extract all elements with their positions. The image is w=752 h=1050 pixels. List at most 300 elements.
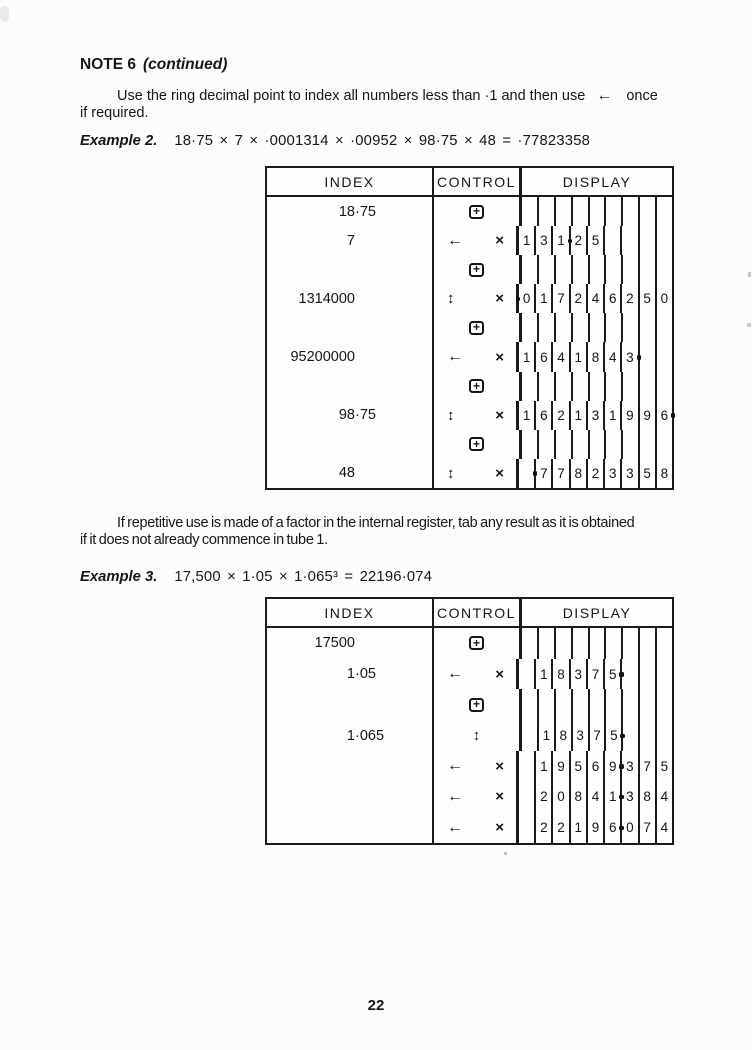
display-tube-1 — [519, 342, 536, 371]
index-cell — [267, 313, 434, 342]
display-tube-6 — [605, 459, 622, 488]
multiply-icon: × — [495, 757, 504, 775]
index-cell — [267, 226, 434, 255]
index-cell — [267, 430, 434, 459]
display-tube-9 — [657, 284, 672, 313]
display-tube-4 — [571, 284, 588, 313]
column-header-control: CONTROL — [434, 168, 522, 195]
display-tube-7 — [622, 459, 639, 488]
display-digit: 9 — [591, 820, 600, 836]
updown-arrow-icon: ↕ — [447, 290, 455, 308]
display-digit: 2 — [557, 407, 565, 423]
display-tube-3 — [553, 659, 570, 690]
display-tube-2 — [539, 628, 556, 659]
display-digit: 7 — [540, 465, 548, 481]
column-header-index: INDEX — [267, 168, 434, 195]
example2-formula: 18·75 × 7 × ·0001314 × ·00952 × 98·75 × 48 = ·77823358 — [174, 133, 591, 149]
display-digit: 1 — [574, 349, 583, 365]
index-cell — [267, 751, 434, 782]
display-tube-6 — [606, 197, 623, 226]
display-tube-7 — [622, 659, 639, 690]
display-tube-5 — [588, 401, 605, 430]
display-tube-4 — [573, 689, 590, 720]
page-number: 22 — [367, 997, 385, 1014]
plus-box-key-icon: + — [469, 636, 484, 650]
display-tube-4 — [571, 659, 588, 690]
display-tube-3 — [553, 342, 570, 371]
display-tube-9 — [657, 430, 672, 459]
display-tube-6 — [605, 226, 622, 255]
display-tube-5 — [588, 226, 605, 255]
multiply-icon: × — [495, 290, 504, 308]
plus-box-key-icon: + — [469, 263, 484, 277]
scan-speck — [748, 272, 751, 277]
display-tube-6 — [605, 751, 622, 782]
control-cell — [434, 812, 519, 843]
display-digit: 5 — [643, 291, 651, 307]
display-digit: 7 — [557, 465, 565, 481]
display-tube-1 — [522, 313, 539, 342]
example3-line — [80, 569, 432, 585]
index-value: 1 — [346, 666, 355, 683]
display-tube-8 — [640, 342, 657, 371]
display-digit: 1 — [540, 666, 548, 682]
table-row — [267, 430, 672, 459]
display-digit: 1 — [522, 349, 531, 365]
display-tube-3 — [556, 720, 573, 751]
display-tube-8 — [640, 372, 657, 401]
display-digit: 1 — [540, 758, 548, 774]
table-row — [267, 659, 672, 690]
multiply-icon: × — [495, 348, 504, 366]
display-digit: 4 — [660, 789, 669, 805]
index-cell — [267, 342, 434, 371]
display-tube-9 — [657, 628, 672, 659]
display-tube-6 — [605, 812, 622, 843]
middle-line1: If repetitive use is made of a factor in the internal register, tab any result as it is obtained — [117, 515, 635, 531]
display-digit: 8 — [660, 465, 669, 481]
display-tube-5 — [588, 659, 605, 690]
index-cell — [267, 720, 434, 751]
display-digit: 3 — [608, 465, 617, 481]
display-digit: 6 — [608, 820, 617, 836]
display-tube-3 — [556, 628, 573, 659]
display-cell — [519, 459, 672, 488]
display-tube-2 — [536, 284, 553, 313]
display-digit: 4 — [608, 349, 617, 365]
display-tube-8 — [640, 430, 657, 459]
display-digit: 2 — [574, 291, 583, 307]
display-digit: 3 — [591, 407, 600, 423]
display-tube-1 — [519, 401, 536, 430]
display-tube-4 — [573, 313, 590, 342]
multiply-icon: × — [495, 464, 504, 482]
display-tube-1 — [522, 430, 539, 459]
display-digit: 4 — [591, 291, 600, 307]
display-tube-9 — [657, 782, 672, 813]
table-body — [267, 628, 672, 843]
index-value-fraction: ·75 — [355, 407, 376, 424]
control-cell — [434, 459, 519, 488]
table-header-row — [267, 599, 672, 628]
display-digit: 4 — [557, 349, 565, 365]
plus-box-key-icon: + — [469, 698, 484, 712]
display-tube-7 — [623, 255, 640, 284]
display-tube-4 — [573, 372, 590, 401]
scan-speck — [747, 323, 751, 327]
display-cell — [519, 401, 672, 430]
updown-arrow-icon: ↕ — [447, 464, 455, 482]
control-cell — [434, 628, 522, 659]
display-digit: 9 — [557, 758, 565, 774]
control-cell — [434, 782, 519, 813]
display-digit: 8 — [591, 349, 600, 365]
display-tube-5 — [588, 782, 605, 813]
display-digit: 5 — [643, 465, 651, 481]
display-digit: 5 — [574, 758, 583, 774]
intro-line2: if required. — [80, 104, 149, 121]
table-row — [267, 372, 672, 401]
display-tube-1 — [519, 284, 536, 313]
table-row — [267, 751, 672, 782]
display-digit: 1 — [522, 233, 531, 249]
display-cell — [522, 255, 672, 284]
display-tube-4 — [573, 430, 590, 459]
column-header-display: DISPLAY — [562, 173, 632, 190]
display-tube-9 — [657, 659, 672, 690]
display-tube-2 — [539, 689, 556, 720]
table-row — [267, 782, 672, 813]
display-tube-8 — [640, 401, 657, 430]
left-arrow-icon: ← — [447, 757, 463, 775]
display-digit: 3 — [626, 465, 634, 481]
middle-paragraph — [80, 515, 634, 548]
display-tube-3 — [556, 313, 573, 342]
control-cell — [434, 659, 519, 690]
display-digit: 8 — [643, 789, 651, 805]
display-tube-9 — [657, 689, 672, 720]
control-cell — [434, 197, 522, 226]
display-digit: 8 — [559, 728, 567, 744]
display-tube-7 — [623, 628, 640, 659]
display-tube-8 — [640, 628, 657, 659]
table-row — [267, 342, 672, 371]
display-digit: 3 — [574, 666, 583, 682]
display-tube-1 — [519, 782, 536, 813]
index-cell — [267, 197, 434, 226]
display-tube-7 — [622, 782, 639, 813]
index-value: 95200000 — [290, 349, 355, 366]
index-cell — [267, 659, 434, 690]
display-tube-9 — [657, 313, 672, 342]
display-tube-6 — [605, 782, 622, 813]
display-tube-2 — [536, 459, 553, 488]
table-header-row — [267, 168, 672, 197]
plus-box-key-icon: + — [469, 321, 484, 335]
display-tube-7 — [623, 430, 640, 459]
display-tube-5 — [588, 342, 605, 371]
display-digit: 2 — [574, 233, 583, 249]
index-value-fraction: ·065 — [355, 727, 385, 744]
display-tube-2 — [539, 372, 556, 401]
index-cell — [267, 689, 434, 720]
display-tube-3 — [553, 459, 570, 488]
control-cell — [434, 255, 522, 284]
display-tube-7 — [623, 720, 640, 751]
display-tube-3 — [556, 430, 573, 459]
control-cell — [434, 226, 519, 255]
multiply-icon: × — [495, 788, 504, 806]
display-tube-1 — [522, 372, 539, 401]
index-cell — [267, 459, 434, 488]
display-digit: 1 — [574, 820, 583, 836]
display-tube-2 — [536, 342, 553, 371]
display-tube-7 — [622, 812, 639, 843]
display-cell — [519, 782, 672, 813]
control-cell — [434, 720, 522, 751]
display-tube-6 — [605, 401, 622, 430]
index-value: 1 — [346, 727, 355, 744]
note-heading — [80, 56, 227, 74]
display-tube-5 — [590, 313, 607, 342]
display-cell — [522, 628, 672, 659]
index-cell — [267, 372, 434, 401]
display-digit: 5 — [608, 666, 617, 682]
display-digit: 9 — [608, 758, 617, 774]
display-digit: 1 — [542, 728, 551, 744]
display-digit: 3 — [626, 349, 634, 365]
index-value-fraction: ·05 — [355, 666, 376, 683]
table-row — [267, 628, 672, 659]
display-tube-9 — [657, 255, 672, 284]
display-tube-7 — [623, 197, 640, 226]
display-digit: 5 — [591, 233, 600, 249]
display-tube-3 — [553, 782, 570, 813]
intro-line1: Use the ring decimal point to index all numbers less than ·1 and then use — [117, 88, 586, 104]
table-row — [267, 197, 672, 226]
note-continued: (continued) — [142, 56, 228, 73]
index-cell — [267, 255, 434, 284]
display-tube-5 — [588, 459, 605, 488]
plus-box-key-icon: + — [469, 205, 484, 219]
display-tube-8 — [640, 751, 657, 782]
example2-line — [80, 133, 590, 149]
display-tube-9 — [657, 372, 672, 401]
index-cell — [267, 628, 434, 659]
index-cell — [267, 284, 434, 313]
display-tube-8 — [640, 313, 657, 342]
display-digit: 3 — [540, 233, 548, 249]
table-row — [267, 313, 672, 342]
display-tube-4 — [571, 812, 588, 843]
display-tube-4 — [573, 255, 590, 284]
display-digit: 9 — [626, 407, 634, 423]
display-tube-6 — [606, 430, 623, 459]
display-tube-4 — [573, 720, 590, 751]
display-tube-8 — [640, 720, 657, 751]
display-tube-8 — [640, 782, 657, 813]
control-cell — [434, 284, 519, 313]
display-digit: 9 — [643, 407, 651, 423]
display-digit: 7 — [557, 291, 565, 307]
left-arrow-icon: ← — [447, 348, 463, 366]
example2-table — [265, 166, 674, 490]
display-cell — [519, 659, 672, 690]
index-value: 98 — [338, 407, 355, 424]
display-cell — [522, 197, 672, 226]
example3-label: Example 3. — [80, 569, 158, 585]
display-tube-1 — [522, 628, 539, 659]
example3-table — [265, 597, 674, 845]
display-cell — [522, 430, 672, 459]
display-cell — [522, 720, 672, 751]
example3-formula: 17,500 × 1·05 × 1·065³ = 22196·074 — [174, 569, 433, 585]
index-cell — [267, 812, 434, 843]
decimal-point — [671, 413, 676, 418]
display-cell — [519, 751, 672, 782]
display-digit: 6 — [591, 758, 600, 774]
index-cell — [267, 401, 434, 430]
note-title: NOTE 6 — [80, 56, 136, 73]
display-cell — [519, 284, 672, 313]
table-body — [267, 197, 672, 488]
display-tube-4 — [573, 628, 590, 659]
display-tube-2 — [539, 255, 556, 284]
display-tube-1 — [522, 255, 539, 284]
display-digit: 6 — [540, 407, 548, 423]
display-cell — [519, 226, 672, 255]
display-tube-2 — [539, 430, 556, 459]
multiply-icon: × — [495, 406, 504, 424]
index-value: 17500 — [314, 635, 355, 652]
display-digit: 1 — [608, 407, 617, 423]
display-tube-3 — [553, 401, 570, 430]
display-digit: 3 — [626, 789, 634, 805]
display-cell — [522, 313, 672, 342]
display-digit: 4 — [660, 820, 669, 836]
control-cell — [434, 751, 519, 782]
display-digit: 0 — [660, 291, 669, 307]
index-value: 18 — [338, 203, 355, 220]
display-tube-2 — [536, 401, 553, 430]
table-row — [267, 284, 672, 313]
decimal-point — [516, 297, 521, 302]
display-tube-8 — [640, 659, 657, 690]
left-arrow-icon: ← — [447, 787, 463, 805]
display-tube-3 — [553, 284, 570, 313]
display-tube-5 — [590, 720, 607, 751]
display-tube-3 — [553, 226, 570, 255]
display-tube-2 — [536, 812, 553, 843]
display-tube-5 — [588, 284, 605, 313]
display-digit: 0 — [557, 789, 565, 805]
left-arrow-icon: ← — [447, 665, 463, 683]
display-tube-8 — [640, 226, 657, 255]
index-cell — [267, 782, 434, 813]
left-arrow-icon: ← — [596, 87, 613, 104]
display-digit: 7 — [593, 728, 601, 744]
display-tube-2 — [536, 659, 553, 690]
display-tube-1 — [519, 812, 536, 843]
display-tube-5 — [590, 628, 607, 659]
display-tube-3 — [556, 689, 573, 720]
display-digit: 0 — [522, 291, 531, 307]
display-tube-9 — [657, 342, 672, 371]
display-tube-2 — [536, 782, 553, 813]
display-tube-5 — [590, 430, 607, 459]
display-tube-7 — [623, 689, 640, 720]
control-cell — [434, 342, 519, 371]
intro-paragraph — [80, 88, 658, 121]
display-tube-6 — [605, 659, 622, 690]
display-tube-4 — [571, 401, 588, 430]
updown-arrow-icon: ↕ — [472, 727, 481, 745]
display-digit: 1 — [557, 233, 565, 249]
table-row — [267, 226, 672, 255]
display-tube-1 — [522, 197, 539, 226]
display-tube-9 — [657, 812, 672, 843]
display-digit: 5 — [610, 728, 618, 744]
table-row — [267, 459, 672, 488]
display-tube-7 — [623, 313, 640, 342]
display-digit: 1 — [608, 789, 617, 805]
display-tube-3 — [553, 812, 570, 843]
display-digit: 2 — [540, 789, 548, 805]
display-tube-8 — [640, 255, 657, 284]
control-cell — [434, 689, 522, 720]
intro-line1-end: once — [626, 88, 658, 104]
display-tube-9 — [657, 401, 672, 430]
scan-speck — [504, 852, 507, 855]
display-tube-5 — [590, 197, 607, 226]
display-tube-8 — [640, 689, 657, 720]
display-tube-7 — [622, 284, 639, 313]
display-tube-2 — [536, 751, 553, 782]
display-digit: 6 — [540, 349, 548, 365]
display-tube-6 — [605, 342, 622, 371]
display-tube-3 — [556, 372, 573, 401]
display-digit: 6 — [660, 407, 669, 423]
display-tube-8 — [640, 459, 657, 488]
display-digit: 6 — [608, 291, 617, 307]
display-tube-4 — [571, 751, 588, 782]
display-tube-1 — [522, 720, 539, 751]
display-tube-5 — [588, 812, 605, 843]
display-tube-4 — [573, 197, 590, 226]
display-tube-9 — [657, 459, 672, 488]
display-tube-6 — [605, 284, 622, 313]
display-digit: 2 — [557, 820, 565, 836]
display-tube-7 — [622, 226, 639, 255]
display-cell — [522, 372, 672, 401]
display-digit: 2 — [591, 465, 600, 481]
display-digit: 4 — [591, 789, 600, 805]
display-tube-5 — [588, 751, 605, 782]
display-digit: 7 — [591, 666, 600, 682]
display-tube-9 — [657, 226, 672, 255]
display-tube-6 — [606, 313, 623, 342]
display-tube-8 — [640, 812, 657, 843]
table-row — [267, 689, 672, 720]
multiply-icon: × — [495, 232, 504, 250]
example2-label: Example 2. — [80, 133, 158, 149]
plus-box-key-icon: + — [469, 437, 484, 451]
table-row — [267, 720, 672, 751]
display-tube-6 — [606, 372, 623, 401]
multiply-icon: × — [495, 665, 504, 683]
index-value: 1314000 — [298, 290, 355, 307]
display-digit: 8 — [574, 789, 583, 805]
